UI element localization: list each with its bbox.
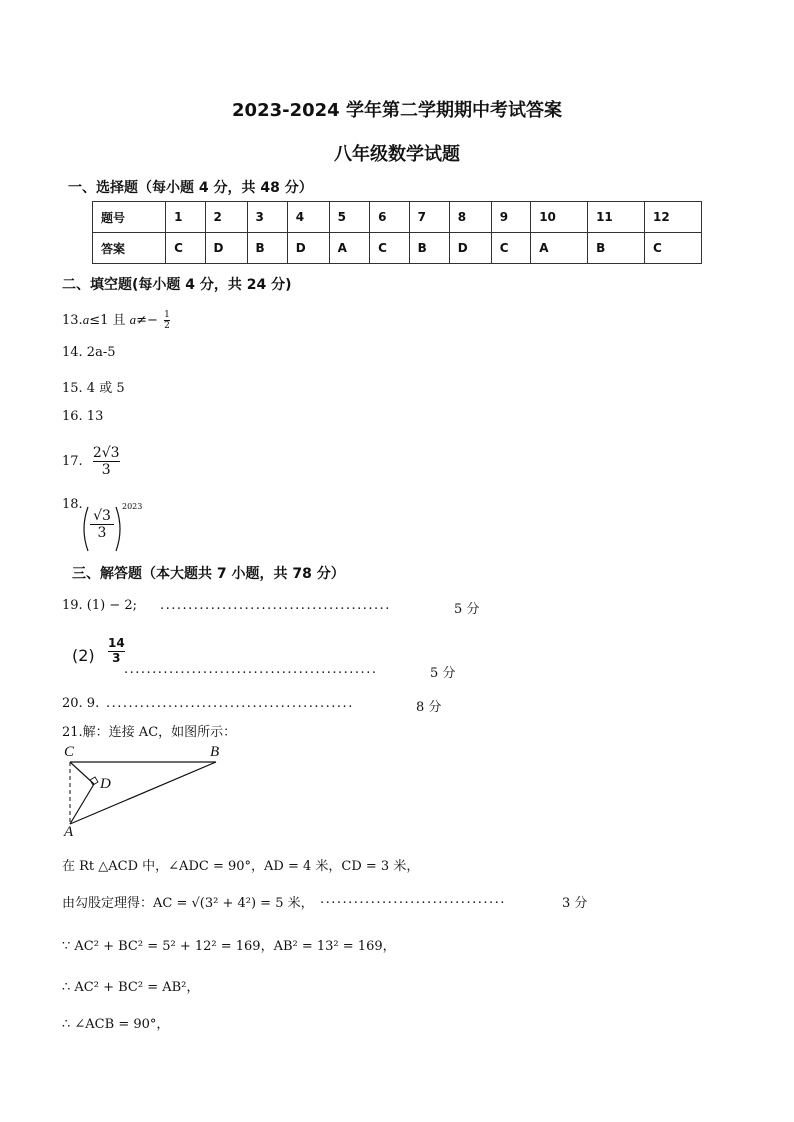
section-fill-heading: 二、填空题(每小题 4 分，共 24 分) — [62, 277, 292, 293]
q13-fraction — [164, 310, 170, 332]
line-because: ∵ AC² + BC² = 5² + 12² = 169，AB² = 13² = 169， — [62, 939, 396, 954]
denominator: 3 — [97, 525, 107, 542]
table-cell: 4 — [287, 202, 329, 233]
numerator: 14 — [108, 636, 125, 650]
table-cell: B — [588, 233, 645, 264]
answer-15: 15. 4 或 5 — [62, 381, 125, 396]
table-cell: 6 — [370, 202, 409, 233]
section-choice-heading: 一、选择题（每小题 4 分，共 48 分） — [68, 180, 313, 196]
line-pythagoras: 由勾股定理得：AC = √(3² + 4²) = 5 米， — [62, 896, 314, 911]
dot-leader: ............................................. — [124, 662, 378, 677]
q17-number: 17. — [62, 454, 83, 470]
table-row — [93, 202, 702, 233]
table-cell: 3 — [247, 202, 287, 233]
label-c: C — [64, 744, 75, 760]
points-21-step: 3 分 — [562, 896, 588, 911]
points-20: 8 分 — [416, 700, 442, 715]
dot-leader: ............................................ — [106, 696, 354, 711]
q18-number: 18. — [62, 497, 83, 512]
table-cell: 9 — [491, 202, 530, 233]
label-a: A — [64, 824, 74, 840]
line-therefore-2: ∴ ∠ACB = 90°， — [62, 1017, 170, 1032]
answer-19-2-label: (2) — [72, 646, 95, 665]
dot-leader: ......................................... — [160, 598, 391, 613]
table-cell: 11 — [588, 202, 645, 233]
table-cell: 题号 — [93, 202, 166, 233]
table-cell: 10 — [531, 202, 588, 233]
table-cell: B — [247, 233, 287, 264]
table-cell: 答案 — [93, 233, 166, 264]
denominator: 3 — [112, 650, 121, 665]
points-19-1: 5 分 — [454, 602, 480, 617]
table-cell: 12 — [644, 202, 701, 233]
var-a: a — [82, 312, 90, 327]
table-row — [93, 233, 702, 264]
q13-op2: ≠− — [136, 313, 158, 328]
answer-16: 16. 13 — [62, 409, 104, 424]
denominator: 3 — [101, 462, 111, 479]
answer-21-intro: 21.解：连接 AC，如图所示： — [62, 725, 237, 740]
denominator: 2 — [164, 321, 170, 331]
line-therefore-1: ∴ AC² + BC² = AB²， — [62, 980, 200, 995]
var-a: a — [129, 312, 137, 327]
label-d: D — [100, 776, 111, 792]
section-solve-heading: 三、解答题（本大题共 7 小题，共 78 分） — [72, 566, 345, 582]
table-cell: 2 — [205, 202, 247, 233]
table-cell: 7 — [409, 202, 449, 233]
points-19-2: 5 分 — [430, 666, 456, 681]
q13-number: 13. — [62, 313, 83, 328]
label-b: B — [210, 744, 220, 760]
answer-14: 14. 2a-5 — [62, 345, 116, 360]
q18-fraction — [90, 508, 114, 541]
table-cell: B — [409, 233, 449, 264]
triangle-diagram — [60, 744, 240, 844]
answer-19-1: 19. (1) − 2; — [62, 598, 138, 613]
answer-20: 20. 9. — [62, 696, 100, 711]
answer-table — [92, 201, 702, 264]
line-rt-triangle: 在 Rt △ACD 中，∠ADC = 90°，AD = 4 米，CD = 3 米， — [62, 859, 420, 874]
table-cell: C — [166, 233, 205, 264]
table-cell: C — [491, 233, 530, 264]
q18-expression — [80, 505, 124, 553]
table-cell: 5 — [329, 202, 370, 233]
table-cell: D — [205, 233, 247, 264]
title-line2: 八年级数学试题 — [334, 144, 460, 165]
title-line1: 2023-2024 学年第二学期期中考试答案 — [232, 100, 562, 121]
numerator: 2√3 — [92, 445, 120, 461]
table-cell: A — [329, 233, 370, 264]
table-cell: C — [644, 233, 701, 264]
table-cell: 1 — [166, 202, 205, 233]
dot-leader: ................................. — [320, 892, 506, 907]
numerator: √3 — [90, 508, 114, 525]
q17-fraction — [93, 445, 120, 478]
table-cell: D — [449, 233, 491, 264]
answer-13 — [62, 309, 170, 331]
numerator: 1 — [164, 309, 170, 320]
table-cell: C — [370, 233, 409, 264]
q18-exponent: 2023 — [122, 502, 143, 511]
answer-17 — [62, 445, 120, 478]
table-cell: 8 — [449, 202, 491, 233]
table-cell: A — [531, 233, 588, 264]
table-cell: D — [287, 233, 329, 264]
q13-op1: ≤1 且 — [89, 313, 130, 328]
answer-19-2-fraction — [108, 637, 125, 666]
